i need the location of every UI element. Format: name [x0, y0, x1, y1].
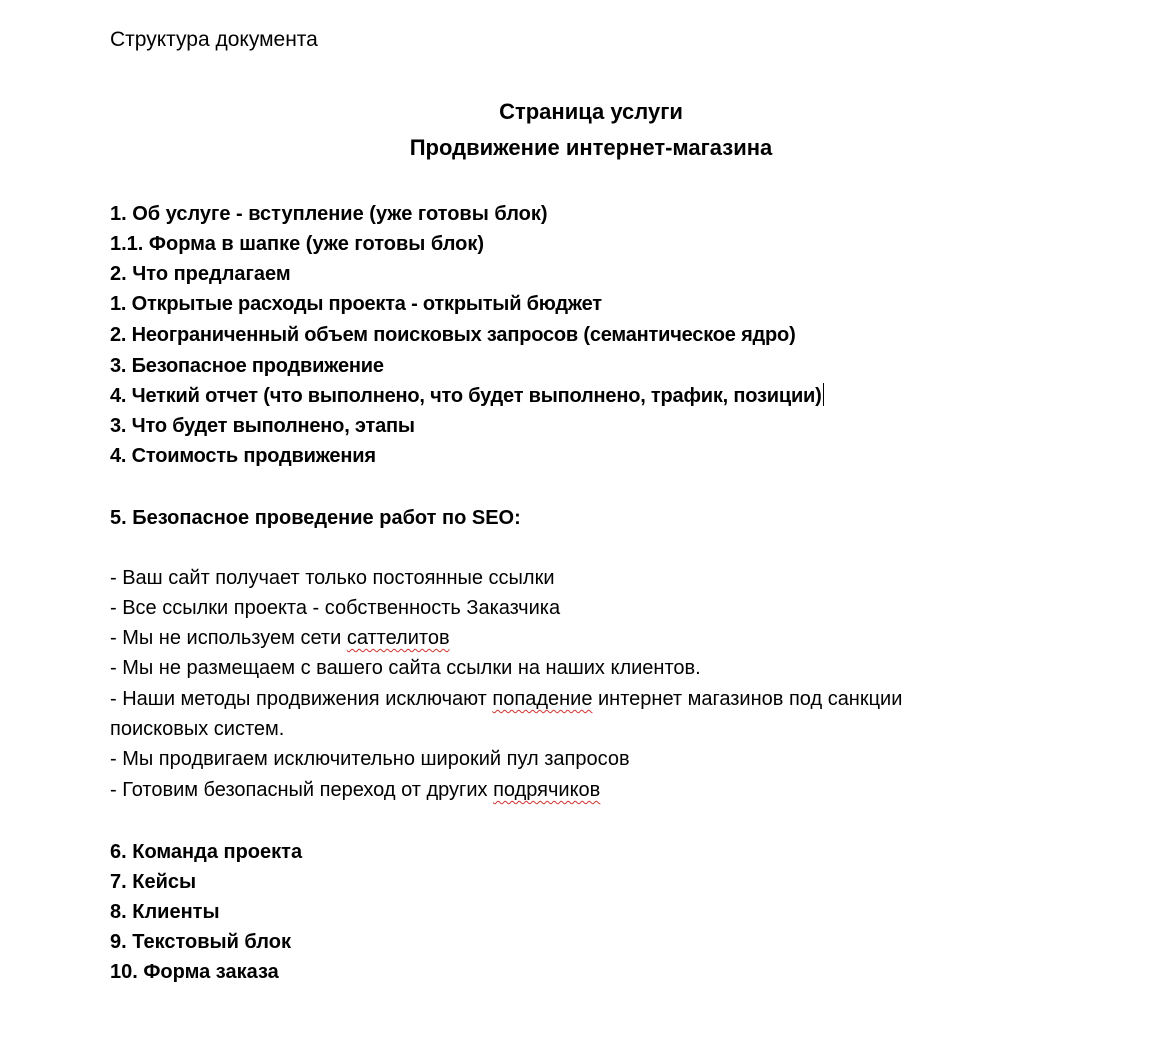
bullet-text: - Готовим безопасный переход от других [110, 779, 494, 801]
bullet-line [110, 565, 555, 591]
outline-item-with-cursor[interactable] [110, 383, 824, 409]
outline-item: 1. Об услуге - вступление (уже готовы блок) [110, 203, 548, 225]
bullet-line [110, 686, 902, 712]
bullet-line-continuation [110, 716, 284, 742]
page-heading [110, 94, 1072, 166]
section-5-title: 5. Безопасное проведение работ по SEO: [110, 507, 521, 529]
outline-item: 3. Что будет выполнено, этапы [110, 415, 415, 437]
outline-item: 6. Команда проекта [110, 841, 303, 863]
bullet-text: - Наши методы продвижения исключают [110, 688, 493, 710]
bullet-text: - Мы не размещаем с вашего сайта ссылки на наших клиентов. [110, 657, 701, 679]
misspelled-word[interactable]: саттелитов [346, 627, 450, 649]
bullet-line [110, 655, 701, 681]
outline-item: 2. Что предлагаем [110, 263, 291, 285]
outline-item: 7. Кейсы [110, 871, 197, 893]
bullet-text: - Мы не используем сети [110, 627, 347, 649]
outline-item-text: 4. Четкий отчет (что выполнено, что будет выполнено, трафик, позиции) [110, 385, 822, 407]
misspelled-word[interactable]: подрячиков [493, 779, 601, 801]
text-cursor [823, 383, 825, 406]
bullet-text: - Все ссылки проекта - собственность Заказчика [110, 597, 561, 619]
outline-item: 1.1. Форма в шапке (уже готовы блок) [110, 233, 485, 255]
bullet-text: интернет магазинов под санкции [592, 688, 903, 710]
outline-item: 1. Открытые расходы проекта - открытый бюджет [110, 293, 602, 315]
bullet-line [110, 746, 630, 772]
outline-item: 10. Форма заказа [110, 961, 279, 983]
bullet-line [110, 595, 560, 621]
outline-item: 3. Безопасное продвижение [110, 355, 384, 377]
heading-line-1: Страница услуги [499, 99, 683, 124]
outline-item: 8. Клиенты [110, 901, 220, 923]
outline-item: 4. Стоимость продвижения [110, 445, 376, 467]
bullet-text: поисковых систем. [110, 718, 285, 740]
bullet-line [110, 777, 600, 803]
bullet-line [110, 625, 450, 651]
outline-item: 9. Текстовый блок [110, 931, 291, 953]
document-title: Структура документа [110, 28, 318, 51]
outline-item: 2. Неограниченный объем поисковых запросов (семантическое ядро) [110, 324, 796, 346]
bullet-text: - Мы продвигаем исключительно широкий пул запросов [110, 748, 630, 770]
misspelled-word[interactable]: попадение [492, 688, 593, 710]
bullet-text: - Ваш сайт получает только постоянные ссылки [110, 567, 555, 589]
heading-line-2: Продвижение интернет-магазина [409, 135, 773, 160]
